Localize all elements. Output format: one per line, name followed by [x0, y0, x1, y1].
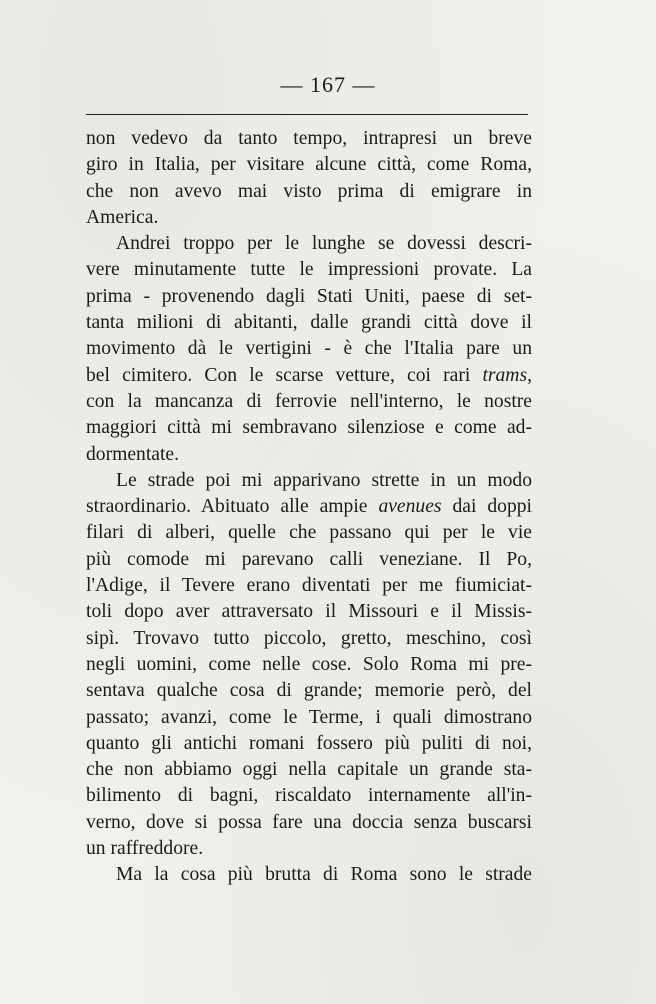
text-line: Ma la cosa più brutta di Roma sono le strade — [116, 864, 532, 886]
text-line: Le strade poi mi apparivano strette in un modo — [116, 469, 532, 491]
text-line: tanta milioni di abitanti, dalle grandi città dove il — [86, 312, 532, 334]
body-text — [86, 126, 532, 889]
text-line: più comode mi parevano calli veneziane. Il Po, — [86, 548, 532, 570]
text-line: quanto gli antichi romani fossero più puliti di noi, — [86, 732, 532, 754]
text-line: movimento dà le vertigini - è che l'Italia pare un — [86, 338, 532, 360]
text-line: sipì. Trovavo tutto piccolo, gretto, meschino, così — [86, 627, 532, 649]
text-line: negli uomini, come nelle cose. Solo Roma mi pre- — [86, 653, 532, 675]
text-line: maggiori città mi sembravano silenziose e come ad- — [86, 417, 532, 439]
text-line: l'Adige, il Tevere erano diventati per me fiumiciat- — [86, 575, 532, 597]
text-line: filari di alberi, quelle che passano qui per le vie — [86, 522, 532, 544]
text-line: bilimento di bagni, riscaldato internamente all'in- — [86, 785, 532, 807]
text-line: non vedevo da tanto tempo, intrapresi un breve — [86, 128, 532, 149]
page-number: — 167 — — [280, 72, 376, 97]
text-line: bel cimitero. Con le scarse vetture, coi rari trams, — [86, 364, 532, 386]
text-line: prima - provenendo dagli Stati Uniti, paese di set- — [86, 285, 532, 307]
text-line: giro in Italia, per visitare alcune città, come Roma, — [86, 154, 532, 176]
text-line: verno, dove si possa fare una doccia senza buscarsi — [86, 811, 532, 833]
text-line: dormentate. — [86, 443, 180, 465]
text-line: vere minutamente tutte le impressioni provate. La — [86, 259, 532, 281]
text-line: con la mancanza di ferrovie nell'interno, le nostre — [86, 390, 532, 412]
text-line: che non abbiamo oggi nella capitale un grande sta- — [86, 759, 532, 781]
text-line: che non avevo mai visto prima di emigrare in — [86, 180, 532, 202]
text-line: America. — [86, 206, 159, 228]
italic-word: trams — [482, 364, 528, 386]
text-line: straordinario. Abituato alle ampie avenues dai doppi — [86, 496, 533, 518]
text-line: toli dopo aver attraversato il Missouri e il Missis- — [86, 601, 532, 623]
text-line: Andrei troppo per le lunghe se dovessi descri- — [116, 233, 532, 255]
header-rule — [86, 114, 528, 115]
text-line: sentava qualche cosa di grande; memorie però, del — [86, 680, 532, 702]
italic-word: avenues — [378, 496, 442, 518]
text-line: un raffreddore. — [86, 838, 204, 860]
text-line: passato; avanzi, come le Terme, i quali dimostrano — [86, 706, 532, 728]
